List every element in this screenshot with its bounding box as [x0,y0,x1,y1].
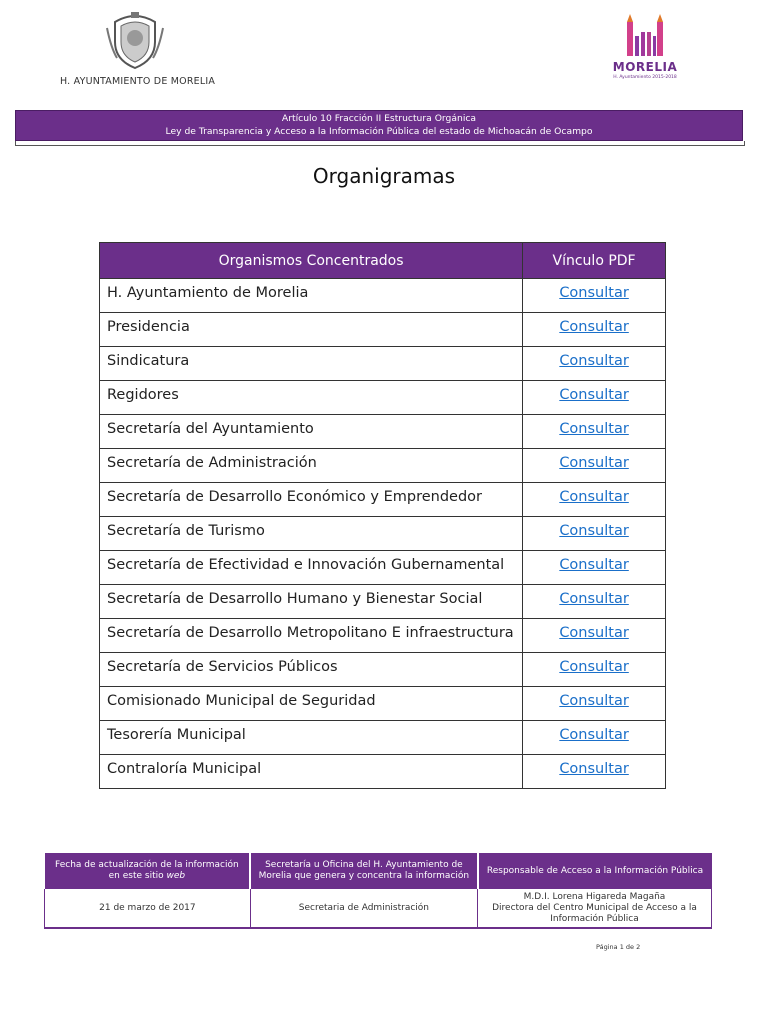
responsable-title: Directora del Centro Municipal de Acceso a la Información Pública [492,902,697,924]
header-banner [15,110,743,141]
banner-underline [15,141,745,146]
consultar-link[interactable]: Consultar [559,285,629,301]
row-name: Secretaría de Desarrollo Metropolitano E infraestructura [100,619,523,653]
table-row [100,517,666,551]
table-row [100,415,666,449]
table-row [100,381,666,415]
table-row [100,347,666,381]
table-row [100,755,666,789]
row-name: Secretaría de Efectividad e Innovación Gubernamental [100,551,523,585]
consultar-link[interactable]: Consultar [559,455,629,471]
table-header-row [100,243,666,279]
consultar-link[interactable]: Consultar [559,353,629,369]
row-name: Secretaría de Desarrollo Humano y Bienestar Social [100,585,523,619]
footer-responsable-value [478,889,712,928]
organigram-table [99,242,666,789]
coat-of-arms-icon [103,8,167,70]
consultar-link[interactable]: Consultar [559,659,629,675]
row-name: Comisionado Municipal de Seguridad [100,687,523,721]
page-title: Organigramas [312,164,456,188]
right-logo [590,14,700,99]
right-logo-sub: H. Ayuntamiento 2015-2018 [613,75,677,80]
table-row [100,551,666,585]
column-header-vinculo: Vínculo PDF [523,243,666,279]
consultar-link[interactable]: Consultar [559,319,629,335]
consultar-link[interactable]: Consultar [559,489,629,505]
table-row [100,687,666,721]
table-row [100,313,666,347]
table-row [100,279,666,313]
consultar-link[interactable]: Consultar [559,387,629,403]
row-name: Contraloría Municipal [100,755,523,789]
table-row [100,449,666,483]
consultar-link[interactable]: Consultar [559,421,629,437]
responsable-name: M.D.I. Lorena Higareda Magaña [523,891,666,902]
left-logo-caption: H. AYUNTAMIENTO DE MORELIA [60,76,216,87]
consultar-link[interactable]: Consultar [559,523,629,539]
row-name: Secretaría del Ayuntamiento [100,415,523,449]
row-name: Secretaría de Turismo [100,517,523,551]
row-name: Secretaría de Administración [100,449,523,483]
table-row [100,483,666,517]
footer-header-secretaria: Secretaría u Oficina del H. Ayuntamiento de Morelia que genera y concentra la información [250,853,477,889]
column-header-organismos: Organismos Concentrados [100,243,523,279]
row-name: Secretaría de Desarrollo Económico y Emprendedor [100,483,523,517]
row-name: Secretaría de Servicios Públicos [100,653,523,687]
row-name: Sindicatura [100,347,523,381]
consultar-link[interactable]: Consultar [559,557,629,573]
table-row [100,653,666,687]
banner-line-1: Artículo 10 Fracción II Estructura Orgánica [281,113,477,124]
footer-info-table [44,853,712,929]
consultar-link[interactable]: Consultar [559,591,629,607]
right-logo-word: MORELIA [612,60,678,74]
row-name: H. Ayuntamiento de Morelia [100,279,523,313]
cathedral-icon [623,14,667,58]
footer-header-fecha [45,853,251,889]
footer-fecha-value: 21 de marzo de 2017 [45,889,251,928]
footer-secretaria-value: Secretaria de Administración [250,889,477,928]
row-name: Presidencia [100,313,523,347]
footer-header-row [45,853,712,889]
consultar-link[interactable]: Consultar [559,693,629,709]
table-row [100,619,666,653]
footer-values-row [45,889,712,928]
left-logo [60,8,216,98]
footer-header-fecha-web: web [166,871,186,881]
consultar-link[interactable]: Consultar [559,761,629,777]
consultar-link[interactable]: Consultar [559,727,629,743]
table-row [100,585,666,619]
consultar-link[interactable]: Consultar [559,625,629,641]
footer-header-fecha-text: Fecha de actualización de la información en este sitio [55,860,239,881]
page-number: Página 1 de 2 [596,943,641,951]
row-name: Tesorería Municipal [100,721,523,755]
row-name: Regidores [100,381,523,415]
table-row [100,721,666,755]
footer-header-responsable: Responsable de Acceso a la Información Pública [478,853,712,889]
banner-line-2: Ley de Transparencia y Acceso a la Información Pública del estado de Michoacán de Ocampo [165,126,593,137]
